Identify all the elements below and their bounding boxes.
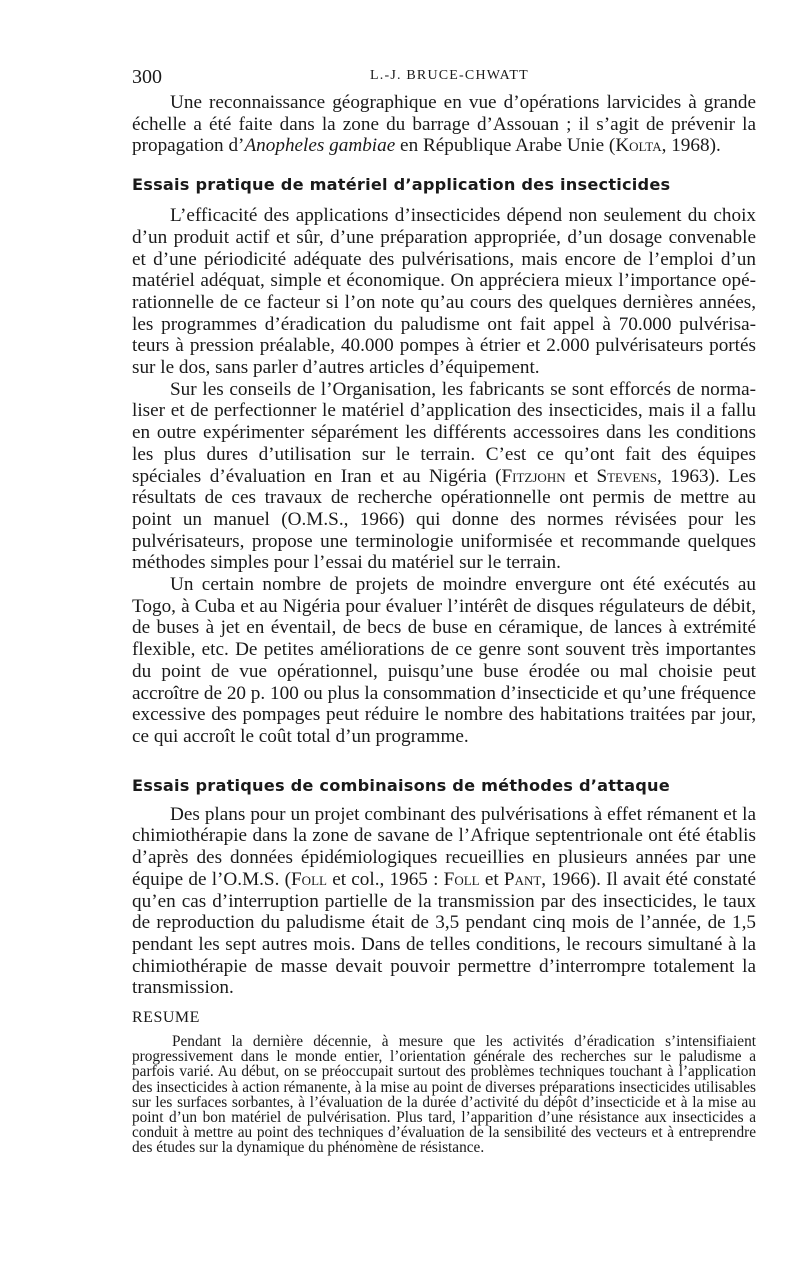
intro-paragraph	[132, 92, 756, 157]
citation-year: , 1968).	[661, 135, 721, 157]
citation-author: Stevens	[596, 465, 657, 487]
species-name: Anopheles gambiae	[244, 135, 396, 157]
running-author: L.-J. BRUCE-CHWATT	[370, 68, 529, 83]
running-head	[132, 62, 756, 92]
paragraph-small-projects: Un certain nombre de projets de moindre envergure ont été exécutés au Togo, à Cuba et au Nigéria pour évaluer l’intérêt de disques régulateurs de débit, de buses à jet en éventail, de becs de buse en céramique, de lances à extrémité flexible, etc. De petites améliorations de ce genre sont souvent très importantes du point de vue opérationnel, puisqu’une buse érodée ou mal choisie peut accroître de 20 p. 100 ou plus la consommation d’insecticide et qu’une fréquence excessive des pompages peut réduire le nombre des habitations traitées par jour, ce qui accroît le coût total d’un programme.	[132, 574, 756, 747]
paragraph-text: , 1966). Il avait été constaté qu’en cas d’interruption partielle de la transmission par des insecticides, le taux de reproduction du paludisme était de 3,5 pendant cinq mois de l’année, de 1,5 pendant les sept autres mois. Dans de telles conditions, le recours simultané à la chimiothérapie de masse devait pouvoir permettre d’interrompre totalement la transmission.	[132, 868, 756, 999]
page-number: 300	[132, 66, 162, 88]
resume-heading: RESUME	[132, 1009, 200, 1027]
paragraph-text: Sur les conseils de l’Organisation, les fabricants se sont efforcés de normaliser et de perfectionner le matériel d’application des insecticides, mais il a fallu en outre expérimenter séparément les différents accessoires dans les conditions les plus dures d’utilisation sur le terrain. C’est ce qu’ont fait des équipes spéciales d’évaluation en Iran et au Nigéria (	[132, 378, 756, 487]
paragraph-combined-plans	[132, 804, 756, 999]
citation-connector: et	[479, 868, 504, 890]
resume-abstract: Pendant la dernière décennie, à mesure que les activités d’éradication s’intensifiaient progressivement dans le monde entier, l’orientation générale des recherches sur le paludisme a parfois varié. Au début, on se préoccupait surtout des problèmes techniques touchant à l’application des insecticides à action rémanente, à la mise au point de diverses préparations insecticides utilisables sur les surfaces sorbantes, à l’évaluation de la durée d’activité du dépôt d’insecticide et à la mise au point d’un bon matériel de pulvérisation. Plus tard, l’apparition d’une résistance aux insecticides a conduit à mettre au point des techniques d’évaluation de la sensibilité des vecteurs et à entreprendre des études sur la dynamique du phénomène de résistance.	[132, 1033, 756, 1157]
intro-text: Une reconnaissance géographique en vue d’opérations larvicides à grande échelle a été faite dans la zone du barrage d’Assouan ; il s’agit de prévenir la propagation d’	[132, 92, 756, 157]
citation-author: Pant	[503, 868, 542, 890]
citation-author: Kolta	[615, 135, 662, 157]
paragraph-equipment-efficacy: L’efficacité des applications d’insecticides dépend non seulement du choix d’un produit actif et sûr, d’une préparation appropriée, d’un dosage convenable et d’une périodicité adéquate des pulvérisations, mais encore de l’emploi d’un matériel adéquat, simple et économique. On appréciera mieux l’importance opérationnelle de ce facteur si l’on note qu’au cours des quelques dernières années, les programmes d’éradication du paludisme ont fait appel à 70.000 pulvérisateurs à pression préalable, 40.000 pompes à étrier et 2.000 pulvérisateurs portés sur le dos, sans parler d’autres articles d’équipement.	[132, 205, 756, 379]
citation-connector: et col., 1965 :	[326, 868, 444, 890]
section-heading-combined-methods: Essais pratiques de combinaisons de méthodes d’attaque	[132, 775, 670, 795]
citation-author: Foll	[443, 868, 480, 890]
intro-text-middle: en République Arabe Unie (	[395, 135, 616, 157]
citation-author: Fitzjohn	[501, 465, 566, 487]
paragraph-text: Des plans pour un projet combinant des pulvérisations à effet rémanent et la chimiothérapie dans la zone de savane de l’Afrique septentrionale ont été établis d’après des données épidémiologiques recueillies en plusieurs années par une équipe de l’O.M.S. (	[132, 803, 756, 890]
paragraph-standardization	[132, 379, 756, 574]
citation-author: Foll	[291, 868, 327, 890]
section-heading-equipment: Essais pratique de matériel d’application des insecticides	[132, 175, 671, 195]
citation-connector: et	[565, 465, 597, 487]
paragraph-text: , 1963). Les résultats de ces travaux de recherche opérationnelle ont permis de mettre au point un manuel (O.M.S., 1966) qui donne des normes révisées pour les pulvérisateurs, propose une terminologie uniformisée et recommande quelques méthodes simples pour l’essai du matériel sur le terrain.	[132, 465, 756, 574]
page	[132, 62, 756, 1156]
